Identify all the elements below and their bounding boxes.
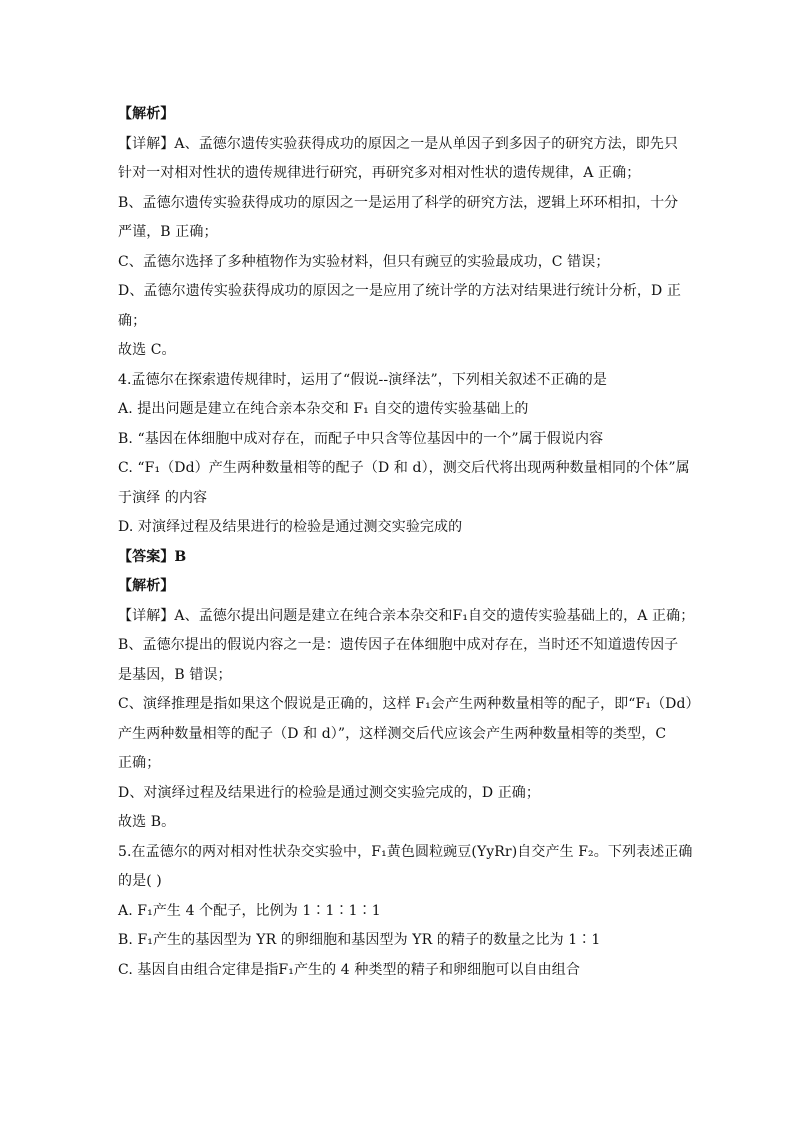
document-body bbox=[118, 100, 700, 985]
explanation-line: C、演绎推理是指如果这个假说是正确的，这样 F₁会产生两种数量相等的配子，即“F₁（Dd） bbox=[118, 696, 700, 712]
option-d: D. 对演绎过程及结果进行的检验是通过测交实验完成的 bbox=[118, 519, 463, 535]
explanation-line: 【详解】A、孟德尔遗传实验获得成功的原因之一是从单因子到多因子的研究方法，即先只 bbox=[118, 135, 679, 152]
explanation-line: 严谨，B 正确； bbox=[118, 224, 218, 240]
question-stem: 4.孟德尔在探索遗传规律时，运用了“假说--演绎法”，下列相关叙述不正确的是 bbox=[118, 371, 607, 388]
explanation-line: 【详解】A、孟德尔提出问题是建立在纯合亲本杂交和F₁自交的遗传实验基础上的，A 正确； bbox=[118, 607, 695, 624]
option-b: B. “基因在体细胞中成对存在，而配子中只含等位基因中的一个”属于假说内容 bbox=[118, 430, 604, 447]
analysis-heading: 【解析】 bbox=[118, 106, 175, 122]
explanation-line: C、孟德尔选择了多种植物作为实验材料，但只有豌豆的实验最成功，C 错误； bbox=[118, 253, 610, 270]
option-c-continued: 于演绎 的内容 bbox=[118, 489, 208, 506]
explanation-line: B、孟德尔遗传实验获得成功的原因之一是运用了科学的研究方法，逻辑上环环相扣，十分 bbox=[118, 194, 679, 211]
conclusion-line: 故选 B。 bbox=[118, 814, 176, 830]
explanation-line: 产生两种数量相等的配子（D 和 d）”，这样测交后代应该会产生两种数量相等的类型，C bbox=[118, 725, 667, 742]
analysis-heading: 【解析】 bbox=[118, 578, 175, 594]
explanation-line: 是基因，B 错误； bbox=[118, 666, 232, 683]
explanation-line: D、孟德尔遗传实验获得成功的原因之一是应用了统计学的方法对结果进行统计分析，D 正 bbox=[118, 283, 681, 299]
option-c: C. “F₁（Dd）产生两种数量相等的配子（D 和 d），测交后代将出现两种数量相同的个体”属 bbox=[118, 460, 690, 476]
explanation-line: 正确； bbox=[118, 755, 161, 771]
explanation-line: 针对一对相对性状的遗传规律进行研究，再研究多对相对性状的遗传规律，A 正确； bbox=[118, 165, 641, 181]
question-stem-continued: 的是( ) bbox=[118, 873, 162, 889]
answer-line: 【答案】B bbox=[118, 548, 187, 565]
explanation-line: 确； bbox=[118, 312, 147, 329]
conclusion-line: 故选 C。 bbox=[118, 342, 176, 358]
question-stem: 5.在孟德尔的两对相对性状杂交实验中，F₁黄色圆粒豌豆(YyRr)自交产生 F₂。下列表述正确 bbox=[118, 843, 693, 860]
explanation-line: D、对演绎过程及结果进行的检验是通过测交实验完成的，D 正确； bbox=[118, 784, 540, 801]
explanation-line: B、孟德尔提出的假说内容之一是：遗传因子在体细胞中成对存在，当时还不知道遗传因子 bbox=[118, 637, 679, 653]
option-a: A. 提出问题是建立在纯合亲本杂交和 F₁ 自交的遗传实验基础上的 bbox=[118, 401, 529, 417]
option-b: B. F₁产生的基因型为 YR 的卵细胞和基因型为 YR 的精子的数量之比为 1∶1 bbox=[118, 932, 601, 948]
option-c: C. 基因自由组合定律是指F₁产生的 4 种类型的精子和卵细胞可以自由组合 bbox=[118, 961, 580, 978]
option-a: A. F₁产生 4 个配子，比例为 1∶1∶1∶1 bbox=[118, 902, 381, 919]
